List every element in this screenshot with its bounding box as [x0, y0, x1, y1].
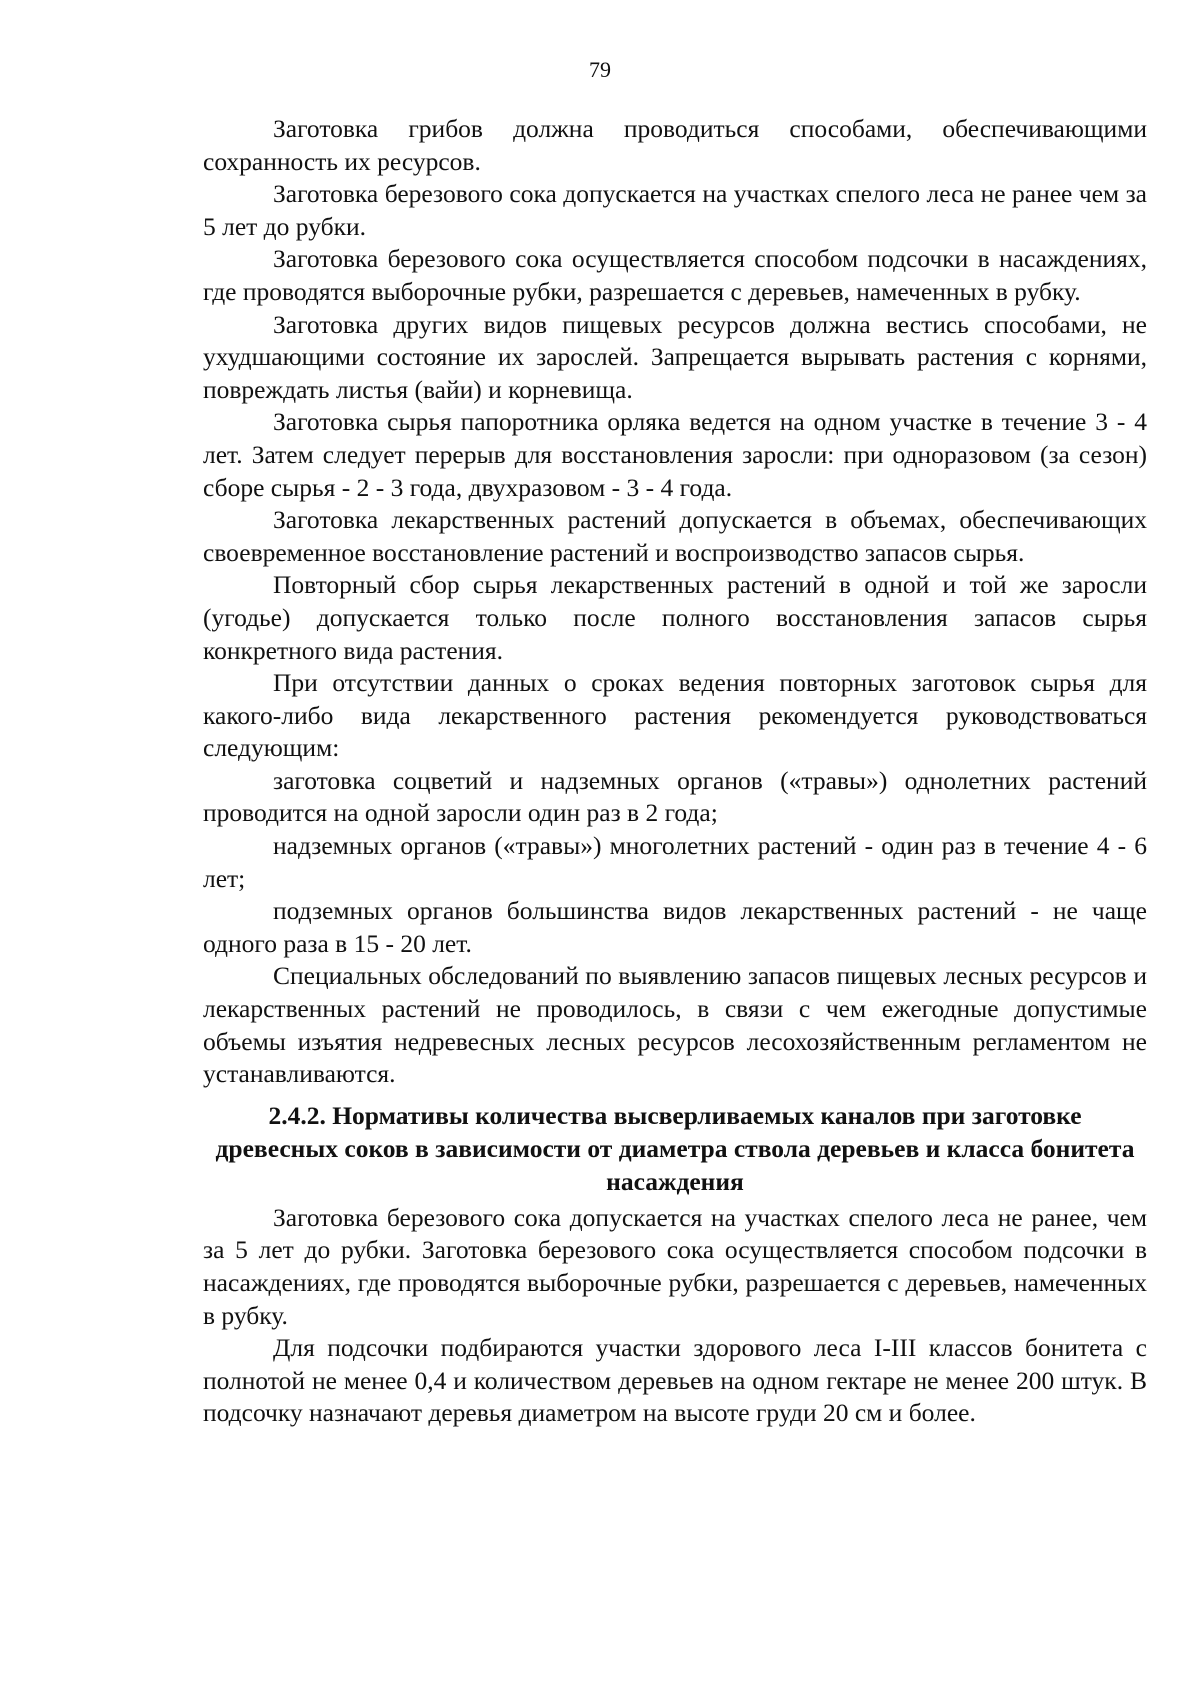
paragraph: Заготовка лекарственных растений допускается в объемах, обеспечивающих своевременное восстановление растений и воспроизводство запасов сырья. [203, 505, 1147, 567]
list-item: надземных органов («травы») многолетних растений - один раз в течение 4 - 6 лет; [203, 831, 1147, 893]
paragraph: Заготовка грибов должна проводиться способами, обеспечивающими сохранность их ресурсов. [203, 114, 1147, 176]
paragraph: Для подсочки подбираются участки здорового леса I-III классов бонитета с полнотой не менее 0,4 и количеством деревьев на одном гектаре не менее 200 штук. В подсочку назначают деревья диаметром на высоте груди 20 см и более. [203, 1333, 1147, 1428]
document-body [203, 113, 1147, 1430]
paragraph: Повторный сбор сырья лекарственных растений в одной и той же заросли (угодье) допускается только после полного восстановления запасов сырья конкретного вида растения. [203, 570, 1147, 665]
page-number: 79 [589, 57, 611, 82]
paragraph: Специальных обследований по выявлению запасов пищевых лесных ресурсов и лекарственных растений не проводилось, в связи с чем ежегодные допустимые объемы изъятия недревесных лесных ресурсов лесохозяйственным регламентом не устанавливаются. [203, 961, 1147, 1089]
section-heading: 2.4.2. Нормативы количества высверливаемых каналов при заготовке древесных соков в зависимости от диаметра ствола деревьев и класса бонитета насаждения [215, 1100, 1135, 1196]
paragraph: Заготовка других видов пищевых ресурсов должна вестись способами, не ухудшающими состояние их зарослей. Запрещается вырывать растения с корнями, повреждать листья (вайи) и корневища. [203, 309, 1147, 404]
list-item: заготовка соцветий и надземных органов («травы») однолетних растений проводится на одной заросли один раз в 2 года; [203, 765, 1147, 828]
paragraph: Заготовка сырья папоротника орляка ведется на одном участке в течение 3 - 4 лет. Затем следует перерыв для восстановления заросли: при одноразовом (за сезон) сборе сырья - 2 - 3 года, двухразовом - 3 - 4 года. [203, 407, 1147, 502]
paragraph: Заготовка березового сока осуществляется способом подсочки в насаждениях, где проводятся выборочные рубки, разрешается с деревьев, намеченных в рубку. [203, 244, 1147, 306]
list-item: подземных органов большинства видов лекарственных растений - не чаще одного раза в 15 - 20 лет. [203, 896, 1147, 958]
paragraph: Заготовка березового сока допускается на участках спелого леса не ранее чем за 5 лет до рубки. [203, 179, 1147, 241]
paragraph: Заготовка березового сока допускается на участках спелого леса не ранее, чем за 5 лет до рубки. Заготовка березового сока осуществляется способом подсочки в насаждениях, где проводятся выборочные рубки, разрешается с деревьев, намеченных в рубку. [203, 1202, 1147, 1330]
paragraph: При отсутствии данных о сроках ведения повторных заготовок сырья для какого-либо вида лекарственного растения рекомендуется руководствоваться следующим: [203, 668, 1147, 763]
